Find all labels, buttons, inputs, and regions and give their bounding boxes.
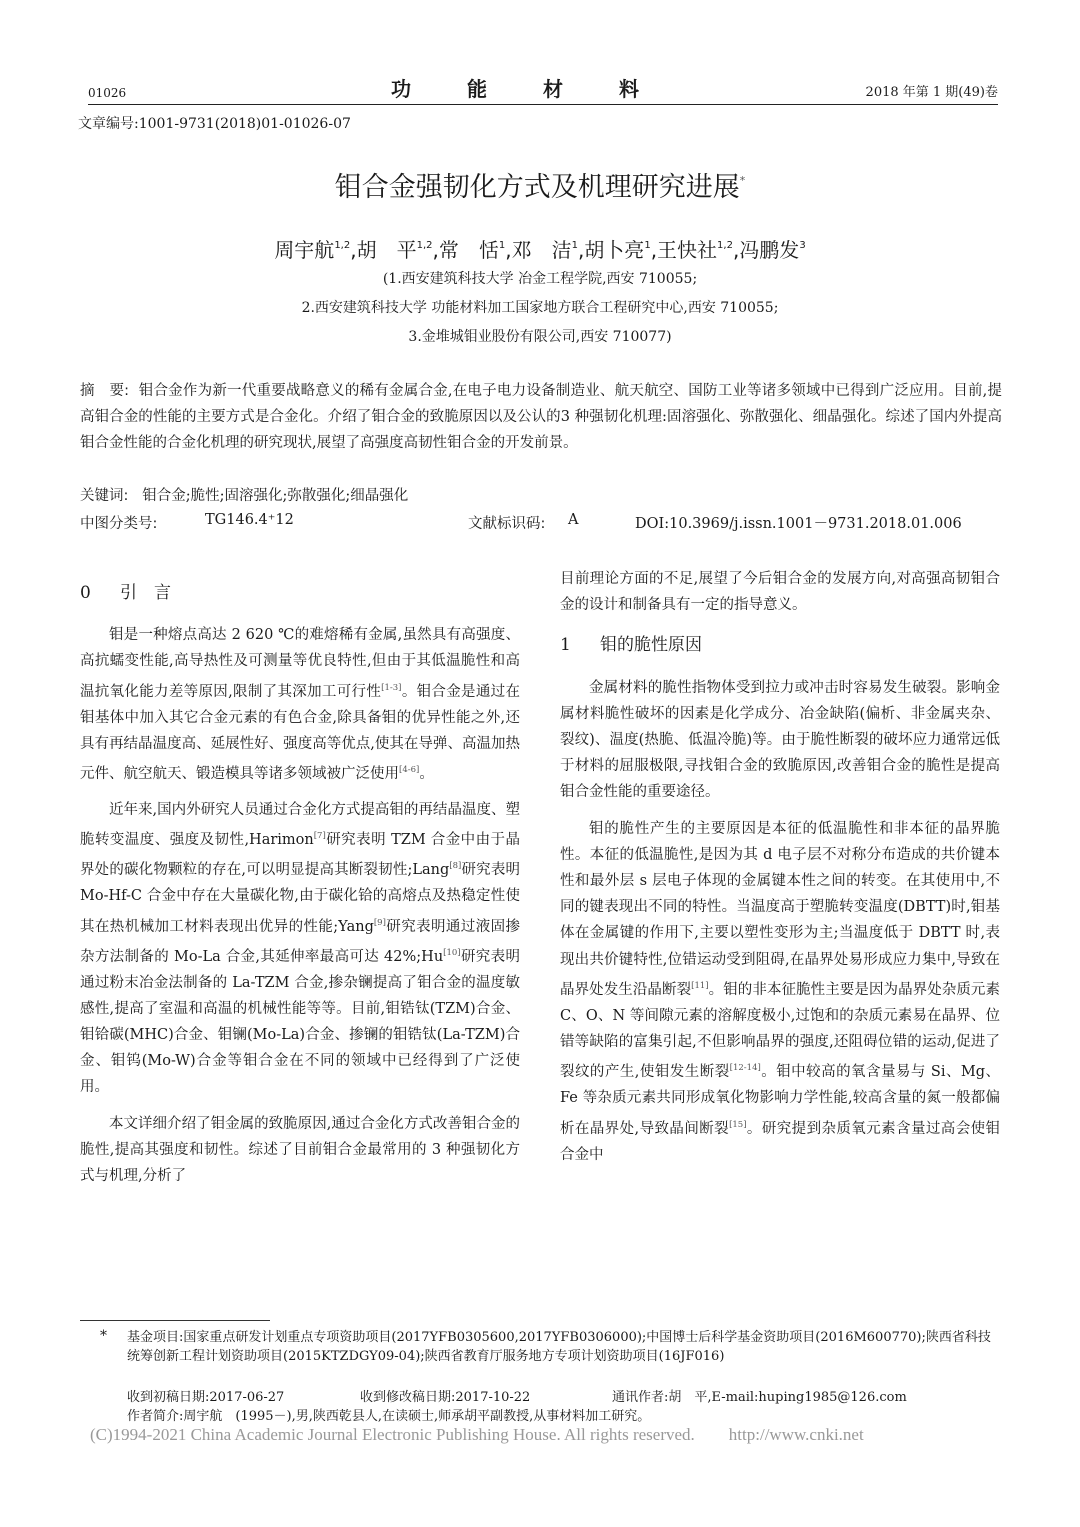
author-name: 周宇航 xyxy=(274,238,335,262)
footnote-mark: * xyxy=(100,1328,107,1344)
doi: DOI:10.3969/j.issn.1001－9731.2018.01.006 xyxy=(635,516,962,532)
author-affiliation-mark: 1,2 xyxy=(334,240,351,251)
abstract-label: 摘 要: xyxy=(80,383,130,399)
left-column xyxy=(80,580,520,1199)
author-list: 周宇航$^{1,2}$,胡 平$^{1,2}$,常 恬$^1$,邓 洁$^1$,胡卜亮$^1$,王快社$^{1,2}$,冯鹏发$^3$ xyxy=(274,238,806,262)
abstract-text: 钼合金作为新一代重要战略意义的稀有金属合金,在电子电力设备制造业、航天航空、国防工业等诸多领域中已得到广泛应用。目前,提高钼合金的性能的主要方式是合金化。介绍了钼合金的致脆原因以及公认的3 种强韧化机理:固溶强化、弥散强化、细晶强化。综述了国内外提高钼合金性能的合金化机理的研究现状,展望了高强度高韧性钼合金的开发前景。 xyxy=(80,383,1003,451)
affiliation-2: 2.西安建筑科技大学 功能材料加工国家地方联合工程研究中心,西安 710055; xyxy=(301,300,779,316)
body-paragraph xyxy=(560,675,1000,806)
author-name: 胡 平 xyxy=(356,238,417,262)
paragraph-text: 研究表明 Mo-Hf-C 合金中存在大量碳化物,由于碳化铪的高熔点及热稳定性使其在热机械加工材料表现出优异的性能;Yang xyxy=(80,862,521,935)
keywords-label: 关键词: xyxy=(80,488,129,504)
affiliation-1: (1.西安建筑科技大学 冶金工程学院,西安 710055; xyxy=(382,271,698,287)
doc-code-value: A xyxy=(568,512,579,528)
classification-line xyxy=(80,512,1000,534)
journal-issue: 2018 年第 1 期(49)卷 xyxy=(865,85,998,100)
citation-ref: [12-14] xyxy=(729,1063,761,1074)
paragraph-text: 钼的脆性产生的主要原因是本征的低温脆性和非本征的晶界脆性。本征的低温脆性,是因为其 d 电子层不对称分布造成的共价键本性和最外层 s 层电子体现的金属键本性之间的转变。在其使用中,不同的键表现出不同的特性。当温度高于塑脆转变温度(DBTT)时,钼基体在金属键的作用下,主要以塑性变形为主;当温度低于 DBTT 时,表现出共价键特性,位错运动受到阻碍,在晶界处易形成应力集中,导致在晶界处发生沿晶断裂 xyxy=(560,820,1000,998)
paragraph-text: 研究表明通过液固掺杂方法制备的 Mo-La 合金,其延伸率最高可达 42%;Hu xyxy=(80,918,520,965)
article-number: 文章编号:1001-9731(2018)01-01026-07 xyxy=(78,116,351,132)
section-heading-0: 0 引 言 xyxy=(80,583,171,603)
citation-ref: [4-6] xyxy=(399,765,420,776)
doc-code-label: 文献标识码: xyxy=(468,516,546,532)
left-paragraphs xyxy=(80,622,520,1189)
paragraph-text: 研究表明 TZM 合金中由于晶界处的碳化物颗粒的存在,可以明显提高其断裂韧性;Lang xyxy=(80,832,520,879)
author-name: 邓 洁 xyxy=(511,238,572,262)
author-name: 王快社 xyxy=(657,238,718,262)
title-footnote-mark: * xyxy=(739,174,746,187)
keywords-text: 钼合金;脆性;固溶强化;弥散强化;细晶强化 xyxy=(142,488,409,504)
paragraph-text: 研究表明通过粉末冶金法制备的 La-TZM 合金,掺杂镧提高了钼合金的温度敏感性,提高了室温和高温的机械性能等等。目前,钼锆钛(TZM)合金、钼铪碳(MHC)合金、钼镧(Mo-La)合金、掺镧的钼锆钛(La-TZM)合金、钼钨(Mo-W)合金等钼合金在不同的领域中已经得到了广泛使用。 xyxy=(80,948,520,1096)
paper-title: 钼合金强韧化方式及机理研究进展* xyxy=(334,172,746,203)
revised-date: 收到修改稿日期:2017-10-22 xyxy=(360,1390,531,1405)
author-name: 冯鹏发 xyxy=(739,238,800,262)
paragraph-text: 金属材料的脆性指物体受到拉力或冲击时容易发生破裂。影响金属材料脆性破坏的因素是化学成分、冶金缺陷(偏析、非金属夹杂、裂纹)、温度(热脆、低温冷脆)等。由于脆性断裂的破坏应力通常远低于材料的屈服极限,寻找钼合金的致脆原因,改善钼合金的脆性是提高钼合金性能的重要途径。 xyxy=(560,679,1000,801)
author-name: 胡卜亮 xyxy=(584,238,645,262)
right-column xyxy=(560,566,1000,1178)
paragraph-text: 。 xyxy=(419,765,434,782)
citation-ref: [7] xyxy=(313,831,326,842)
abstract xyxy=(80,378,1002,456)
paragraph-text: 钼是一种熔点高达 2 620 ℃的难熔稀有金属,虽然具有高强度、高抗蠕变性能,高导热性及可测量等优良特性,但由于其低温脆性和高温抗氧化能力差等原因,限制了其深加工可行性 xyxy=(80,627,520,700)
section-heading-1: 1 钼的脆性原因 xyxy=(560,635,702,656)
citation-ref: [8] xyxy=(449,861,462,872)
paragraph-text: 本文详细介绍了钼金属的致脆原因,通过合金化方式改善钼合金的脆性,提高其强度和韧性。综述了目前钼合金最常用的 3 种强韧化方式与机理,分析了 xyxy=(80,1115,520,1185)
right-paragraphs xyxy=(560,675,1000,1168)
citation-ref: [11] xyxy=(691,980,709,991)
body-paragraph xyxy=(80,797,520,1101)
paragraph-text: 。研究提到杂质氧元素含量过高会使钼合金中 xyxy=(560,1120,1001,1163)
author-affiliation-mark: 1,2 xyxy=(717,240,733,251)
copyright-notice: (C)1994-2021 China Academic Journal Electronic Publishing House. All rights reserved. http://www.cnki.net xyxy=(90,1425,864,1444)
author-affiliation-mark: 3 xyxy=(799,240,806,251)
author-affiliation-mark: 1 xyxy=(498,240,506,251)
journal-name: 功能材料 xyxy=(391,77,695,101)
paragraph-text: 近年来,国内外研究人员通过合金化方式提高钼的再结晶温度、塑脆转变温度、强度及韧性,Harimon xyxy=(80,802,520,849)
footnote-rule xyxy=(80,1320,270,1321)
page-number: 01026 xyxy=(88,86,127,100)
fund-note: 基金项目:国家重点研发计划重点专项资助项目(2017YFB0305600,2017YFB0306000);中国博士后科学基金资助项目(2016M600770);陕西省科技统筹创新工程计划资助项目(2015KTZDGY09-04);陕西省教育厅服务地方专项计划资助项目(16JF016) xyxy=(127,1330,991,1364)
author-affiliation-mark: 1,2 xyxy=(416,240,433,251)
author-name: 常 恬 xyxy=(438,238,499,262)
corresponding-author: 通讯作者:胡 平,E-mail:huping1985@126.com xyxy=(612,1390,907,1405)
paragraph-text: 。钼合金是通过在钼基体中加入其它合金元素的有色合金,除具备钼的优异性能之外,还具有再结晶温度高、延展性好、强度高等优点,使其在导弹、高温加热元件、航空航天、锻造模具等诸多领域被广泛使用 xyxy=(80,683,520,782)
citation-ref: [9] xyxy=(373,917,386,928)
citation-ref: [15] xyxy=(729,1119,747,1130)
affiliation-3: 3.金堆城钼业股份有限公司,西安 710077) xyxy=(408,329,672,345)
paragraph-text: 。钼的非本征脆性主要是因为晶界处杂质元素 C、O、N 等间隙元素的溶解度极小,过饱和的杂质元素易在晶界、位错等缺陷的富集引起,不但影响晶界的强度,还阻碍位错的运动,促进了裂纹的产生,使钼发生断裂 xyxy=(560,981,1001,1081)
clc-value: TG146.4⁺12 xyxy=(205,512,294,528)
citation-ref: [10] xyxy=(443,947,461,958)
author-affiliation-mark: 1 xyxy=(571,240,578,251)
continued-paragraph: 目前理论方面的不足,展望了今后钼合金的发展方向,对高强高韧钼合金的设计和制备具有一定的指导意义。 xyxy=(560,571,1000,614)
author-bio: 作者简介:周宇航 (1995－),男,陕西乾县人,在读硕士,师承胡平副教授,从事材料加工研究。 xyxy=(127,1409,651,1424)
body-paragraph xyxy=(80,622,520,787)
body-paragraph xyxy=(80,1111,520,1190)
received-date: 收到初稿日期:2017-06-27 xyxy=(127,1390,285,1405)
paragraph-text: 。钼中较高的氧含量易与 Si、Mg、Fe 等杂质元素共同形成氧化物影响力学性能,较高含量的氮一般都偏析在晶界处,导致晶间断裂 xyxy=(560,1064,1000,1137)
keywords xyxy=(80,484,408,505)
running-header xyxy=(88,78,998,105)
body-paragraph xyxy=(560,816,1000,1168)
clc-label: 中图分类号: xyxy=(80,516,158,532)
author-affiliation-mark: 1 xyxy=(644,240,651,251)
citation-ref: [1-3] xyxy=(381,682,402,693)
